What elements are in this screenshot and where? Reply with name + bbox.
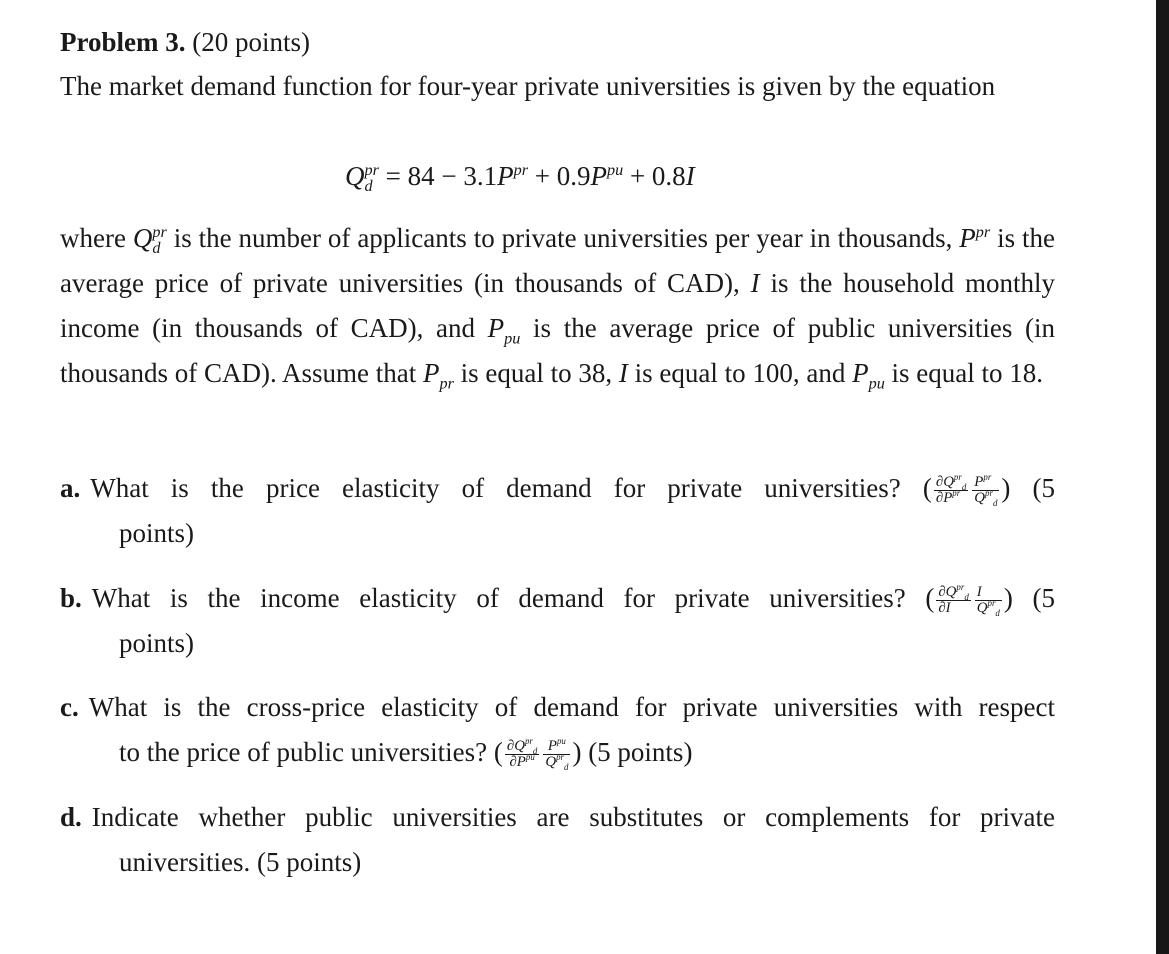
variable-description: where Q pr d is the number of applicants to private universities per year in thousands, $P^{pr}$ is the average price of private universities (in thousands of CAD), I is the household monthly income (in thousands of CAD), and $P_{pu}$ is the average price of public universities (in thousands of CAD). Assume that $P_{pr}$ is equal to 38, I is equal to 100, and $P_{pu}$ is equal to 18.: [60, 222, 1055, 393]
problem-title: [60, 20, 310, 65]
question-a: a. What is the price elasticity of demand for private universities? ( $\frac{\partial Q^{pr}_d}{\partial P^{pr}}$ $\frac{P^{pr}}{Q^{pr}_d}$ ) (5 points): [60, 471, 1055, 548]
demand-equation: Q pr d = $84 - 3.1P^{pr} + 0.9P^{pu} + 0.8I$: [345, 160, 695, 195]
question-d: d. Indicate whether public universities are substitutes or complements for private universities. (5 points): [60, 802, 1055, 877]
intro-paragraph: The market demand function for four-year private universities is given by the equation: [60, 71, 996, 101]
question-b: b. What is the income elasticity of demand for private universities? ( $\frac{\partial Q^{pr}_d}{\partial I}$ $\frac{I}{Q^{pr}_d}$ ) (5 points): [60, 581, 1055, 658]
problem-number: Problem 3.: [60, 27, 186, 57]
problem-points: (20 points): [192, 27, 310, 57]
right-edge-strip: [1156, 0, 1169, 954]
question-c: c. What is the cross-price elasticity of demand for private universities with respect to the price of public universities? ( $\frac{\partial Q^{pr}_d}{\partial P^{pu}}$ $\frac{P^{pu}}{Q^{pr}_d}$ ) (5 points): [60, 692, 1055, 773]
